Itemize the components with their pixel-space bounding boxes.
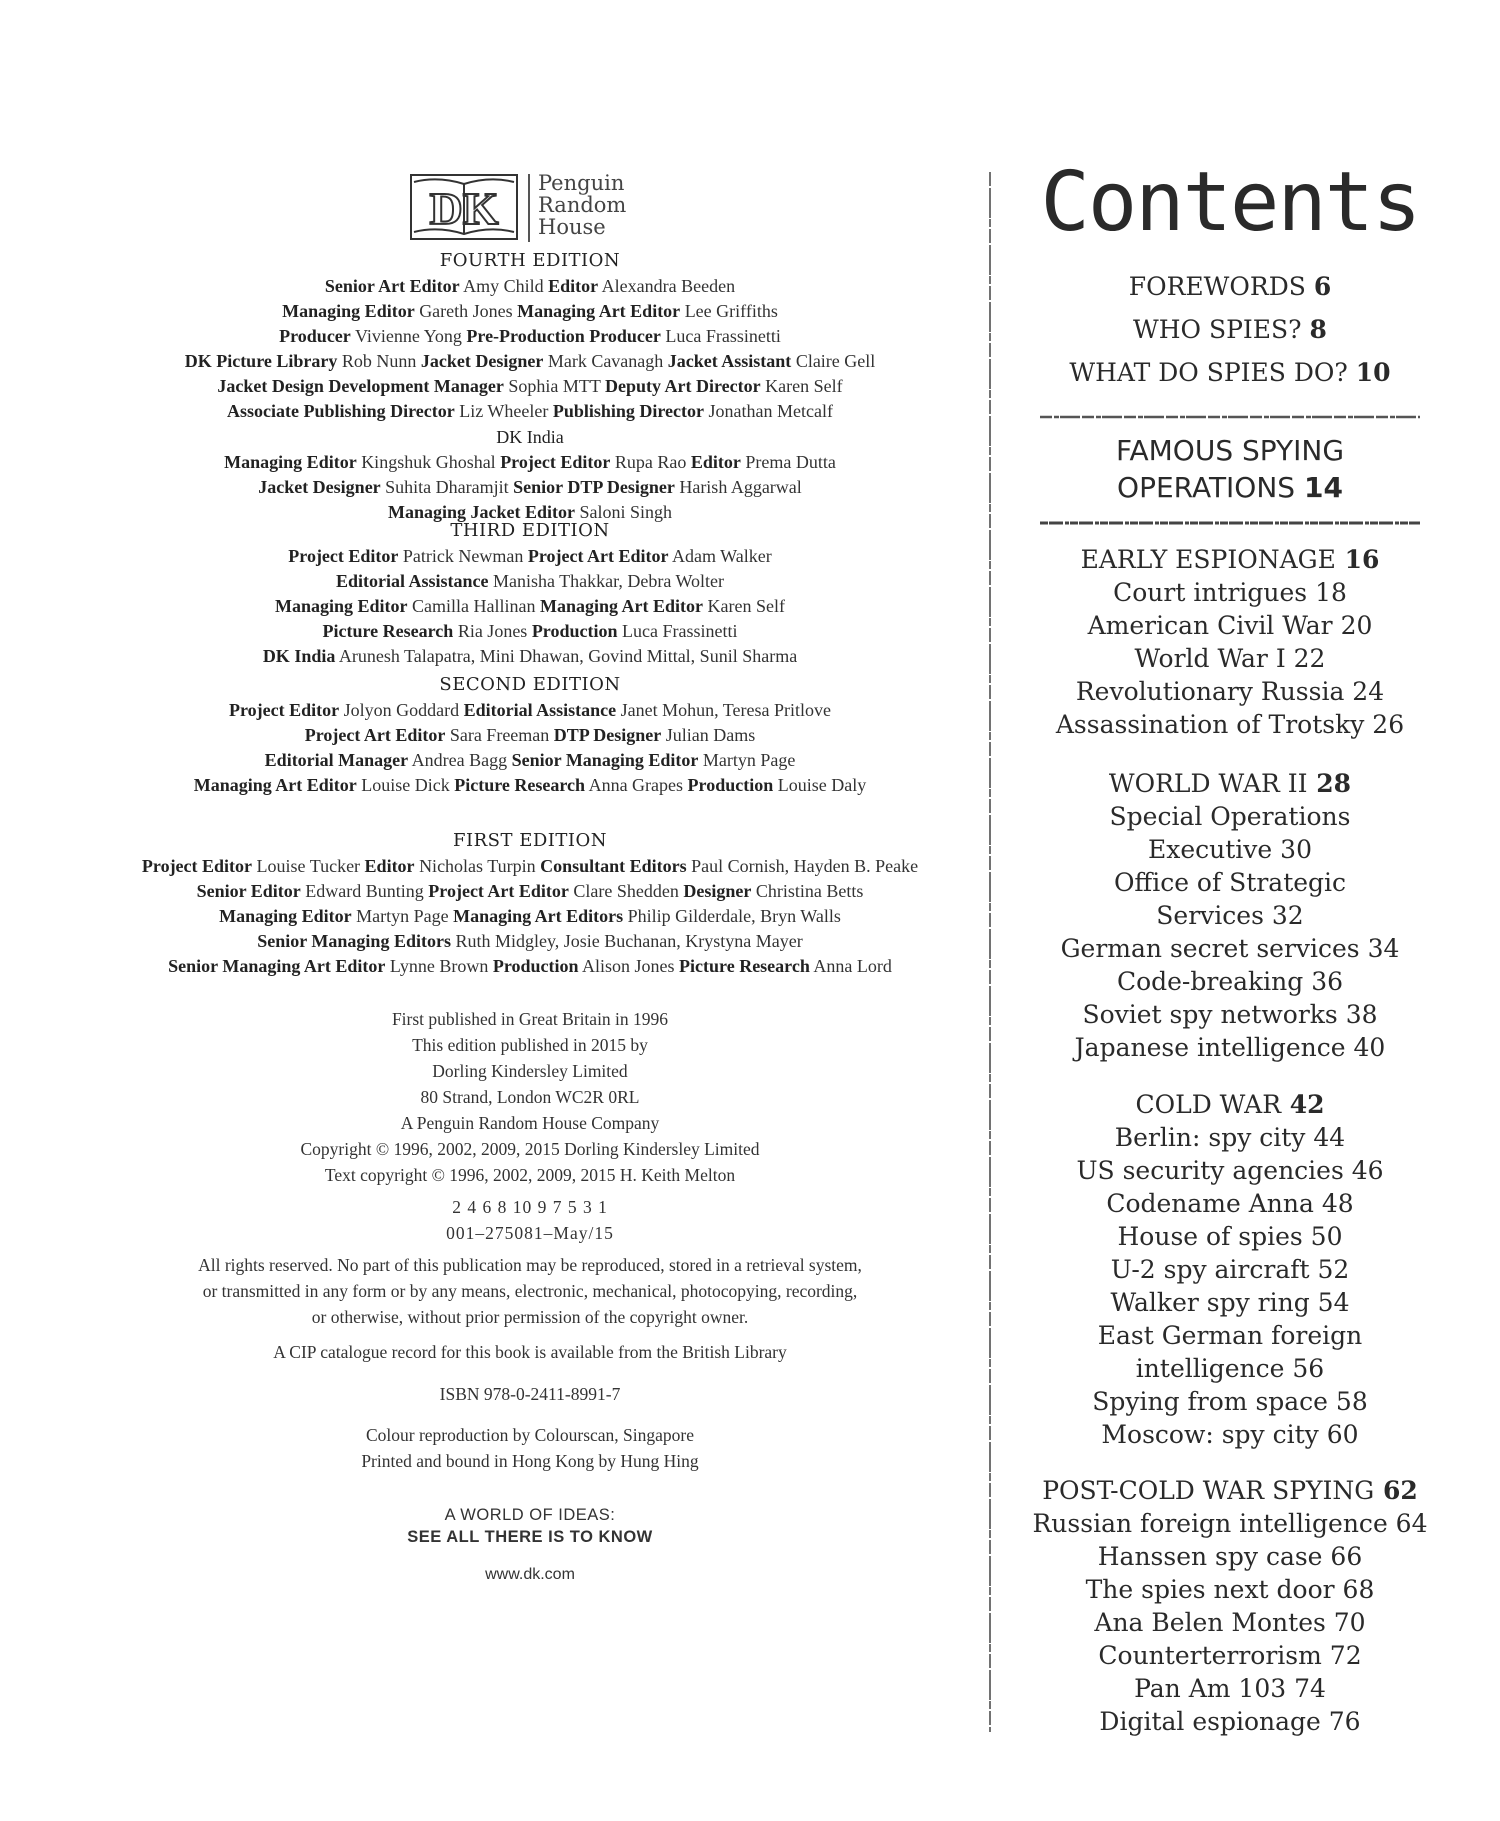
printing-line: Printed and bound in Hong Kong by Hung Hing [361, 1451, 699, 1471]
toc-section [1020, 1474, 1440, 1738]
credit-role: Publishing Director [552, 401, 704, 421]
toc-entry[interactable] [1020, 351, 1440, 394]
toc-entry[interactable]: American Civil War 20 [1087, 611, 1373, 640]
credit-name: Edward Bunting [300, 881, 429, 901]
credit-role: Project Editor [288, 546, 399, 566]
rights-line: or transmitted in any form or by any means, electronic, mechanical, photocopying, recording, [202, 1281, 858, 1301]
toc-entry[interactable] [1020, 265, 1440, 308]
toc-label: POST-COLD WAR SPYING [1042, 1476, 1375, 1505]
publication-line: This edition published in 2015 by [412, 1035, 648, 1055]
credit-role: Editorial Assistance [335, 571, 489, 591]
credit-role: Project Art Editor [304, 725, 446, 745]
credit-name: Lee Griffiths [680, 301, 778, 321]
credit-line [80, 773, 980, 798]
toc-page: 8 [1309, 315, 1327, 344]
toc-page: 62 [1374, 1476, 1418, 1505]
credit-role: Production [687, 775, 774, 795]
credit-role: Project Art Editor [527, 546, 669, 566]
credit-role: Managing Editor [219, 906, 352, 926]
toc-entry[interactable]: U-2 spy aircraft 52 [1110, 1255, 1350, 1284]
credit-line [80, 450, 980, 475]
credit-role: Managing Editor [282, 301, 415, 321]
printing-info [80, 1422, 980, 1474]
credit-line [80, 374, 980, 399]
toc-entry[interactable]: Special Operations [1109, 802, 1351, 831]
page-divider [988, 172, 992, 1732]
toc-intro [1020, 265, 1440, 394]
toc-entry[interactable]: Walker spy ring 54 [1110, 1288, 1350, 1317]
credit-lines [80, 544, 980, 669]
credit-line [80, 399, 980, 424]
credit-name: Anna Grapes [585, 775, 688, 795]
credit-name: Ruth Midgley, Josie Buchanan, Krystyna Mayer [450, 931, 803, 951]
toc-entry[interactable]: Berlin: spy city 44 [1114, 1123, 1346, 1152]
credit-name: Luca Frassinetti [660, 326, 781, 346]
credit-role: Editor [548, 276, 599, 296]
second-edition-credits [80, 672, 980, 798]
toc-entry[interactable]: Moscow: spy city 60 [1101, 1420, 1359, 1449]
credit-name: Andrea Bagg [408, 750, 512, 770]
toc-entry[interactable]: Office of Strategic [1113, 868, 1347, 897]
credit-role: Consultant Editors [540, 856, 687, 876]
toc-entry[interactable]: Revolutionary Russia 24 [1075, 677, 1385, 706]
credit-role: Editor [690, 452, 741, 472]
toc-section [1020, 543, 1440, 741]
toc-label: WORLD WAR II [1108, 769, 1308, 798]
credit-lines [80, 698, 980, 798]
credit-name: Liz Wheeler [454, 401, 553, 421]
dk-penguin-logo [410, 172, 660, 244]
credit-name: Karen Self [760, 376, 843, 396]
prh-line: Penguin [538, 171, 625, 195]
credit-name: Ria Jones [453, 621, 532, 641]
toc-entry[interactable]: The spies next door 68 [1085, 1575, 1375, 1604]
toc-section [1020, 1088, 1440, 1451]
prh-line: Random [538, 193, 627, 217]
credit-role: Pre-Production Producer [466, 326, 661, 346]
credit-name: Martyn Page [698, 750, 796, 770]
credit-role: Managing Art Editors [453, 906, 624, 926]
credit-role: Picture Research [679, 956, 810, 976]
website-link[interactable]: www.dk.com [485, 1566, 575, 1583]
toc-label: COLD WAR [1135, 1090, 1282, 1119]
printing-line: Colour reproduction by Colourscan, Singapore [365, 1425, 695, 1445]
credit-name: Louise Dick [356, 775, 455, 795]
credit-name: Luca Frassinetti [617, 621, 738, 641]
credit-role: Senior Managing Art Editor [168, 956, 386, 976]
credit-name: Clare Shedden [568, 881, 684, 901]
isbn: ISBN 978-0-2411-8991-7 [439, 1384, 621, 1404]
credit-name: Martyn Page [351, 906, 454, 926]
toc-entry[interactable]: Assassination of Trotsky 26 [1055, 710, 1405, 739]
toc-section [1020, 767, 1440, 1064]
credit-name: Christina Betts [751, 881, 864, 901]
credit-role: Senior DTP Designer [513, 477, 675, 497]
toc-label: EARLY ESPIONAGE [1080, 545, 1336, 574]
credit-name: Louise Daly [773, 775, 867, 795]
credit-role: Managing Editor [275, 596, 408, 616]
publication-line: A Penguin Random House Company [400, 1113, 660, 1133]
logo-separator [528, 174, 530, 242]
toc-entry[interactable]: Code-breaking 36 [1116, 967, 1344, 996]
credit-name: Arunesh Talapatra, Mini Dhawan, Govind Mittal, Sunil Sharma [335, 646, 798, 666]
toc-page: 42 [1281, 1090, 1325, 1119]
famous-line: FAMOUS SPYING [1115, 434, 1345, 467]
toc-entry[interactable]: East German foreign [1097, 1321, 1363, 1350]
credit-role: Managing Art Editor [193, 775, 357, 795]
credit-name: Karen Self [703, 596, 785, 616]
tagline-line: SEE ALL THERE IS TO KNOW [407, 1528, 653, 1546]
toc-entry[interactable]: House of spies 50 [1117, 1222, 1343, 1251]
credit-role: Picture Research [454, 775, 586, 795]
credit-role: Managing Editor [224, 452, 357, 472]
toc-entry[interactable]: Codename Anna 48 [1106, 1189, 1354, 1218]
credit-line [80, 569, 980, 594]
credit-name: Gareth Jones [414, 301, 518, 321]
credit-role: DTP Designer [553, 725, 662, 745]
svg-text:DK: DK [429, 183, 499, 234]
edition-heading: FIRST EDITION [452, 830, 607, 851]
credit-line [80, 324, 980, 349]
copyright-line: Copyright © 1996, 2002, 2009, 2015 Dorling Kindersley Limited [300, 1139, 760, 1159]
credit-name: Claire Gell [791, 351, 876, 371]
toc-label: FOREWORDS [1128, 272, 1306, 301]
copyright-info [80, 1136, 980, 1188]
credit-name: Sophia MTT [503, 376, 606, 396]
publication-line: First published in Great Britain in 1996 [391, 1009, 669, 1029]
credit-lines [80, 854, 980, 979]
toc-section-heading[interactable] [1020, 767, 1440, 800]
credit-role: Managing Art Editor [517, 301, 681, 321]
copyright-line: Text copyright © 1996, 2002, 2009, 2015 H. Keith Melton [324, 1165, 736, 1185]
credit-line [80, 475, 980, 500]
credit-line [80, 723, 980, 748]
credit-name: Vivienne Yong [350, 326, 467, 346]
credit-role: Deputy Art Director [605, 376, 761, 396]
credit-line [80, 929, 980, 954]
credit-role: Jacket Design Development Manager [217, 376, 504, 396]
credit-line [80, 904, 980, 929]
publication-line: 80 Strand, London WC2R 0RL [420, 1087, 640, 1107]
credit-role: Designer [683, 881, 752, 901]
credit-role: Project Art Editor [428, 881, 569, 901]
credit-line [80, 644, 980, 669]
credit-role: Producer [279, 326, 351, 346]
rights-notice [80, 1252, 980, 1330]
credit-name: Louise Tucker [252, 856, 365, 876]
credit-role: Picture Research [322, 621, 454, 641]
toc-section-heading[interactable] [1020, 543, 1440, 576]
toc-page: 28 [1307, 769, 1352, 798]
tagline [80, 1504, 980, 1548]
credit-role: Project Editor [500, 452, 611, 472]
credit-name: Suhita Dharamjit [380, 477, 514, 497]
credit-line [80, 619, 980, 644]
credit-role: Senior Editor [196, 881, 301, 901]
credit-line [80, 544, 980, 569]
credit-name: Anna Lord [809, 956, 892, 976]
credit-role: Jacket Designer [258, 477, 381, 497]
credit-role: Editor [364, 856, 415, 876]
toc-page: 10 [1355, 358, 1391, 387]
toc-entry[interactable]: intelligence 56 [1135, 1354, 1325, 1383]
toc-rule [1040, 414, 1420, 420]
credit-name: Lynne Brown [385, 956, 493, 976]
credit-role: Production [531, 621, 618, 641]
famous-line: OPERATIONS [1117, 471, 1296, 504]
toc-entry[interactable]: Executive 30 [1148, 835, 1312, 864]
toc-entry[interactable]: Hanssen spy case 66 [1097, 1542, 1363, 1571]
toc-page: 14 [1303, 471, 1343, 504]
edition-heading: SECOND EDITION [439, 674, 621, 695]
print-number-line: 2 4 6 8 10 9 7 5 3 1 [452, 1197, 608, 1217]
credit-name: Saloni Singh [574, 502, 672, 522]
credit-name: Patrick Newman [398, 546, 528, 566]
credit-name: Nicholas Turpin [414, 856, 541, 876]
prh-line: House [538, 215, 606, 239]
toc-entry[interactable]: Services 32 [1156, 901, 1304, 930]
credit-line [80, 879, 980, 904]
credit-role: Project Editor [141, 856, 253, 876]
credit-lines [80, 450, 980, 525]
credit-line [80, 854, 980, 879]
credit-line [80, 698, 980, 723]
dk-india-heading: DK India [496, 427, 564, 447]
job-code-line: 001–275081–May/15 [446, 1223, 614, 1243]
credit-name: Rupa Rao [610, 452, 691, 472]
dk-book-logo-icon [410, 174, 518, 240]
credit-name: Camilla Hallinan [407, 596, 540, 616]
credit-line [80, 748, 980, 773]
credit-name: Julian Dams [661, 725, 756, 745]
credit-role: Jacket Designer [420, 351, 544, 371]
credit-name: Alexandra Beeden [598, 276, 736, 296]
toc-entry[interactable]: Ana Belen Montes 70 [1094, 1608, 1366, 1637]
contents-title: Contents [1040, 155, 1420, 250]
credit-name: Janet Mohun, Teresa Pritlove [616, 700, 832, 720]
credit-name: Prema Dutta [740, 452, 836, 472]
toc-entry[interactable]: Pan Am 103 74 [1134, 1674, 1326, 1703]
credit-name: Philip Gilderdale, Bryn Walls [623, 906, 841, 926]
toc-entry[interactable]: World War I 22 [1134, 644, 1326, 673]
credit-role: DK India [262, 646, 336, 666]
credit-name: Paul Cornish, Hayden B. Peake [686, 856, 919, 876]
toc-rule [1040, 520, 1420, 526]
toc-label: WHO SPIES? [1133, 315, 1302, 344]
publication-line: Dorling Kindersley Limited [432, 1061, 628, 1081]
toc-entry[interactable]: Spying from space 58 [1092, 1387, 1368, 1416]
credit-role: Senior Managing Editors [257, 931, 451, 951]
credit-name: Jonathan Metcalf [704, 401, 833, 421]
toc-entry[interactable]: Russian foreign intelligence 64 [1032, 1509, 1428, 1538]
credit-name: Adam Walker [668, 546, 772, 566]
credit-role: Jacket Assistant [667, 351, 792, 371]
credit-role: Managing Jacket Editor [387, 502, 575, 522]
credit-name: Sara Freeman [445, 725, 554, 745]
toc-entry[interactable]: Counterterrorism 72 [1098, 1641, 1362, 1670]
credit-name: Harish Aggarwal [674, 477, 802, 497]
toc-page: 6 [1313, 272, 1332, 301]
famous-operations-heading[interactable] [1040, 432, 1420, 506]
tagline-line: A WORLD OF IDEAS: [444, 1506, 616, 1524]
credit-name: Amy Child [459, 276, 549, 296]
credit-name: Rob Nunn [337, 351, 421, 371]
penguin-random-house-wordmark [538, 172, 626, 238]
credit-line [80, 954, 980, 979]
credit-role: Project Editor [228, 700, 340, 720]
cip-notice: A CIP catalogue record for this book is available from the British Library [273, 1342, 787, 1362]
toc-entry[interactable]: Japanese intelligence 40 [1074, 1033, 1386, 1062]
fourth-edition-credits [80, 248, 980, 525]
credit-line [80, 274, 980, 299]
credit-role: DK Picture Library [184, 351, 338, 371]
print-line-info [80, 1194, 980, 1246]
edition-heading: THIRD EDITION [450, 520, 610, 541]
credit-lines [80, 274, 980, 424]
credit-role: Senior Managing Editor [511, 750, 699, 770]
toc-section-heading[interactable] [1020, 1474, 1440, 1507]
third-edition-credits [80, 518, 980, 669]
credit-name: Kingshuk Ghoshal [356, 452, 501, 472]
credit-line [80, 349, 980, 374]
credit-role: Production [492, 956, 579, 976]
first-edition-credits [80, 828, 980, 979]
credit-role: Managing Art Editor [540, 596, 704, 616]
credit-name: Mark Cavanagh [543, 351, 668, 371]
toc-label: WHAT DO SPIES DO? [1069, 358, 1348, 387]
toc-entry[interactable]: Soviet spy networks 38 [1082, 1000, 1378, 1029]
credit-role: Senior Art Editor [324, 276, 460, 296]
toc-entry[interactable]: Court intrigues 18 [1113, 578, 1347, 607]
toc-section-heading[interactable] [1020, 1088, 1440, 1121]
toc-page: 16 [1335, 545, 1380, 574]
credit-line [80, 299, 980, 324]
credit-name: Alison Jones [578, 956, 680, 976]
toc-entry[interactable]: Digital espionage 76 [1099, 1707, 1361, 1736]
edition-heading: FOURTH EDITION [439, 250, 621, 271]
toc-entry[interactable]: US security agencies 46 [1076, 1156, 1384, 1185]
toc-entry[interactable]: German secret services 34 [1060, 934, 1400, 963]
credit-role: Editorial Manager [264, 750, 409, 770]
publication-info [80, 1006, 980, 1136]
credit-role: Editorial Assistance [463, 700, 617, 720]
credit-role: Associate Publishing Director [227, 401, 455, 421]
credit-line [80, 594, 980, 619]
toc-entry[interactable] [1020, 308, 1440, 351]
rights-line: All rights reserved. No part of this publication may be reproduced, stored in a retrieval system, [198, 1255, 862, 1275]
credit-name: Jolyon Goddard [339, 700, 464, 720]
credit-name: Manisha Thakkar, Debra Wolter [488, 571, 725, 591]
rights-line: or otherwise, without prior permission of the copyright owner. [311, 1307, 749, 1327]
